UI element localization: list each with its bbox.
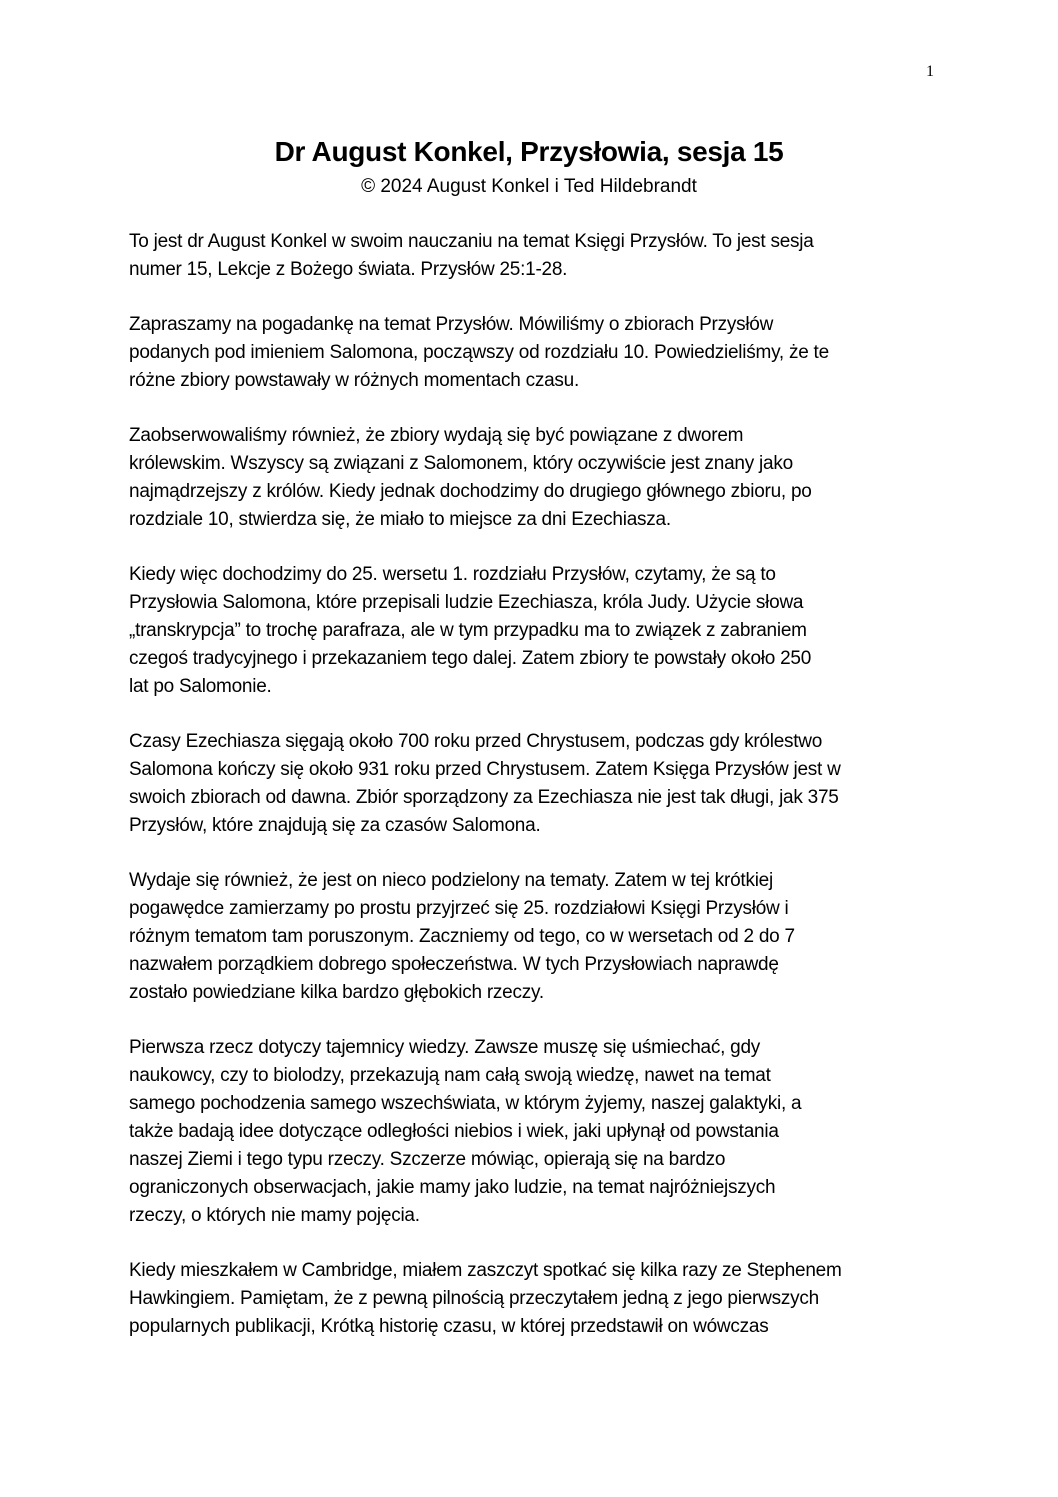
text-line: „transkrypcja” to trochę parafraza, ale w tym przypadku ma to związek z zabraniem [129, 620, 807, 641]
text-line: zostało powiedziane kilka bardzo głębokich rzeczy. [129, 982, 544, 1003]
paragraph [129, 228, 929, 284]
text-line: różnym tematom tam poruszonym. Zaczniemy od tego, co w wersetach od 2 do 7 [129, 926, 795, 947]
paragraph [129, 311, 929, 395]
text-line: samego pochodzenia samego wszechświata, w którym żyjemy, naszej galaktyki, a [129, 1093, 802, 1114]
text-line: różne zbiory powstawały w różnych momentach czasu. [129, 370, 580, 391]
paragraph [129, 1257, 929, 1341]
text-line: rozdziale 10, stwierdza się, że miało to miejsce za dni Ezechiasza. [129, 509, 671, 530]
text-line: Salomona kończy się około 931 roku przed Chrystusem. Zatem Księga Przysłów jest w [129, 759, 841, 780]
text-line: nazwałem porządkiem dobrego społeczeństwa. W tych Przysłowiach naprawdę [129, 954, 779, 975]
text-line: Kiedy mieszkałem w Cambridge, miałem zaszczyt spotkać się kilka razy ze Stephenem [129, 1260, 842, 1281]
text-line: naszej Ziemi i tego typu rzeczy. Szczerze mówiąc, opierają się na bardzo [129, 1149, 726, 1170]
text-line: królewskim. Wszyscy są związani z Salomonem, który oczywiście jest znany jako [129, 453, 793, 474]
text-line: Kiedy więc dochodzimy do 25. wersetu 1. rozdziału Przysłów, czytamy, że są to [129, 564, 776, 585]
page-number: 1 [926, 63, 934, 80]
paragraph [129, 867, 929, 1007]
paragraph [129, 422, 929, 534]
text-line: Hawkingiem. Pamiętam, że z pewną pilnością przeczytałem jedną z jego pierwszych [129, 1288, 819, 1309]
text-line: czegoś tradycyjnego i przekazaniem tego dalej. Zatem zbiory te powstały około 250 [129, 648, 812, 669]
document-title: Dr August Konkel, Przysłowia, sesja 15 [274, 136, 784, 167]
text-line: także badają idee dotyczące odległości niebios i wiek, jaki upłynął od powstania [129, 1121, 779, 1142]
text-line: Przysłów, które znajdują się za czasów Salomona. [129, 815, 541, 836]
text-line: To jest dr August Konkel w swoim nauczaniu na temat Księgi Przysłów. To jest sesja [129, 231, 814, 252]
text-line: numer 15, Lekcje z Bożego świata. Przysłów 25:1-28. [129, 259, 568, 280]
text-line: swoich zbiorach od dawna. Zbiór sporządzony za Ezechiasza nie jest tak długi, jak 375 [129, 787, 839, 808]
text-line: podanych pod imieniem Salomona, począwszy od rozdziału 10. Powiedzieliśmy, że te [129, 342, 829, 363]
text-line: Pierwsza rzecz dotyczy tajemnicy wiedzy. Zawsze muszę się uśmiechać, gdy [129, 1037, 761, 1058]
text-line: naukowcy, czy to biolodzy, przekazują nam całą swoją wiedzę, nawet na temat [129, 1065, 771, 1086]
text-line: Wydaje się również, że jest on nieco podzielony na tematy. Zatem w tej krótkiej [129, 870, 773, 891]
text-line: pogawędce zamierzamy po prostu przyjrzeć się 25. rozdziałowi Księgi Przysłów i [129, 898, 789, 919]
paragraph [129, 1034, 929, 1230]
text-line: Przysłowia Salomona, które przepisali ludzie Ezechiasza, króla Judy. Użycie słowa [129, 592, 804, 613]
text-line: Czasy Ezechiasza sięgają około 700 roku przed Chrystusem, podczas gdy królestwo [129, 731, 823, 752]
text-line: popularnych publikacji, Krótką historię czasu, w której przedstawił on wówczas [129, 1316, 769, 1337]
text-line: najmądrzejszy z królów. Kiedy jednak dochodzimy do drugiego głównego zbioru, po [129, 481, 812, 502]
paragraph [129, 561, 929, 701]
text-line: Zaobserwowaliśmy również, że zbiory wydają się być powiązane z dworem [129, 425, 744, 446]
copyright-line: © 2024 August Konkel i Ted Hildebrandt [361, 176, 697, 197]
paragraph [129, 728, 929, 840]
text-line: lat po Salomonie. [129, 676, 272, 697]
text-line: Zapraszamy na pogadankę na temat Przysłów. Mówiliśmy o zbiorach Przysłów [129, 314, 774, 335]
document-body [129, 228, 929, 1368]
text-line: ograniczonych obserwacjach, jakie mamy jako ludzie, na temat najróżniejszych [129, 1177, 776, 1198]
text-line: rzeczy, o których nie mamy pojęcia. [129, 1205, 420, 1226]
